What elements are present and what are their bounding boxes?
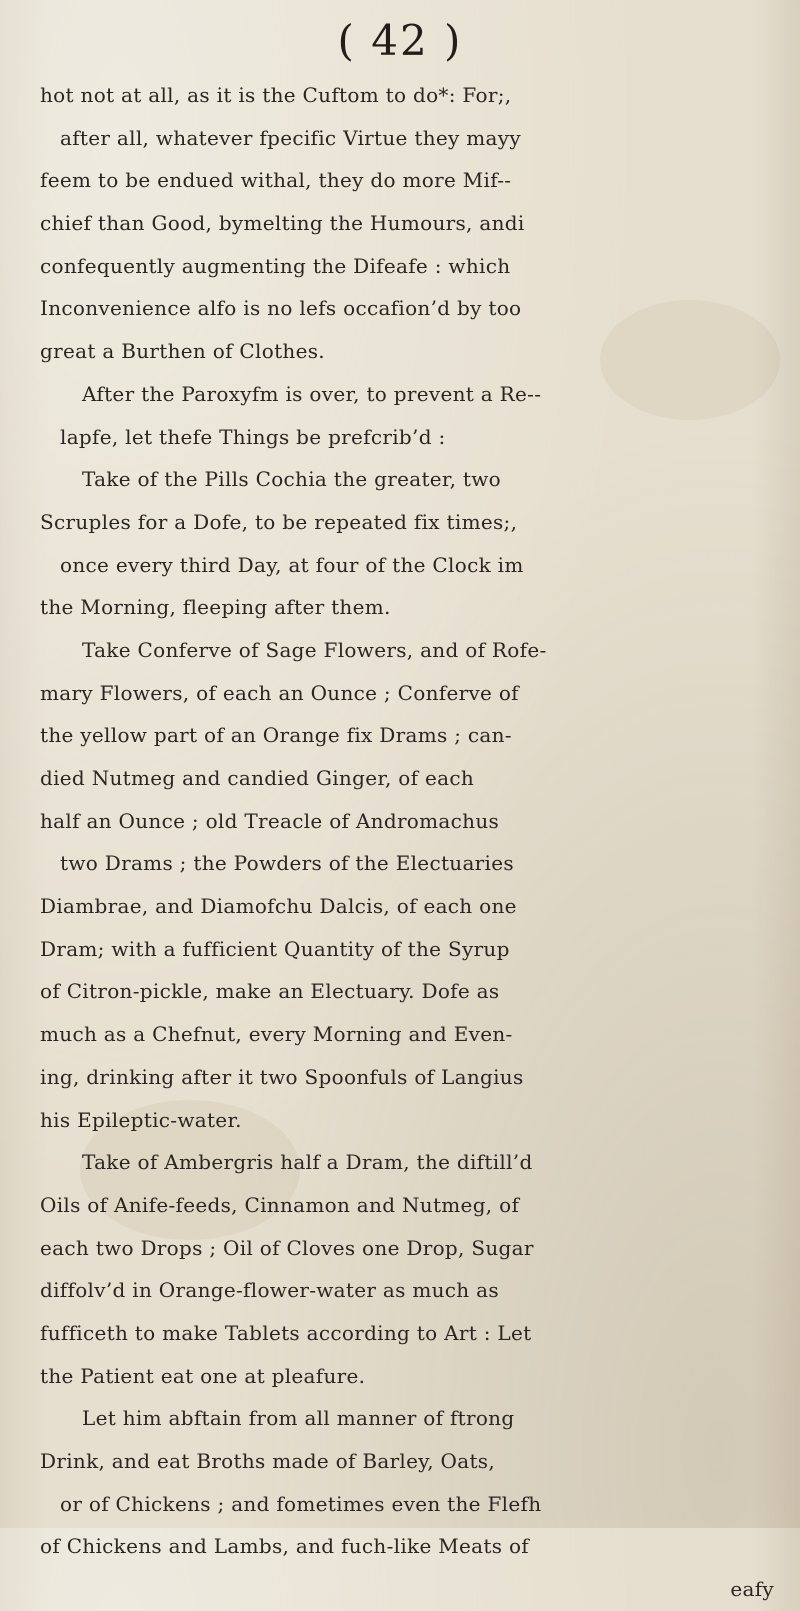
text-line: died Nutmeg and candied Ginger, of each <box>40 766 475 790</box>
text-line: Drink, and eat Broths made of Barley, Oats, <box>40 1449 495 1473</box>
text-line: diffolv’d in Orange-flower-water as much as <box>40 1278 499 1303</box>
text-line: Let him abftain from all manner of ftrong <box>82 1406 515 1431</box>
text-line: much as a Chefnut, every Morning and Even- <box>40 1022 513 1047</box>
text-line: Take Conferve of Sage Flowers, and of Rofe- <box>82 637 547 662</box>
text-line: two Drams ; the Powders of the Electuaries <box>60 851 514 876</box>
text-line: confequently augmenting the Difeafe : which <box>40 253 511 278</box>
text-line: hot not at all, as it is the Cuftom to do*: For;, <box>40 83 512 107</box>
text-line: or of Chickens ; and fometimes even the Flefh <box>60 1491 542 1516</box>
page-number: ( 42 ) <box>337 16 463 65</box>
text-line: mary Flowers, of each an Ounce ; Conferve of <box>40 680 519 705</box>
text-line: Take of the Pills Cochia the greater, two <box>82 467 501 492</box>
text-line: Take of Ambergris half a Dram, the diftill’d <box>82 1150 533 1175</box>
text-line: Scruples for a Dofe, to be repeated fix times;, <box>40 509 518 534</box>
text-line: of Citron-pickle, make an Electuary. Dofe as <box>40 979 500 1004</box>
text-line: Dram; with a fufficient Quantity of the Syrup <box>40 936 510 961</box>
text-line: the Morning, fleeping after them. <box>40 595 391 620</box>
text-line: once every third Day, at four of the Clock im <box>60 552 524 577</box>
text-line: Inconvenience alfo is no lefs occafion’d by too <box>40 296 522 321</box>
text-line: of Chickens and Lambs, and fuch-like Meats of <box>40 1534 529 1559</box>
text-line: chief than Good, bymelting the Humours, andi <box>40 211 525 236</box>
text-line: Oils of Anife-feeds, Cinnamon and Nutmeg, of <box>40 1192 520 1217</box>
text-line: great a Burthen of Clothes. <box>40 339 325 364</box>
text-line: feem to be endued withal, they do more Mif-- <box>40 168 512 193</box>
text-line: After the Paroxyfm is over, to prevent a Re-- <box>82 381 542 406</box>
text-line: lapfe, let thefe Things be prefcrib’d : <box>60 424 446 449</box>
text-line: the yellow part of an Orange fix Drams ; can- <box>40 723 512 748</box>
text-line: Diambrae, and Diamofchu Dalcis, of each one <box>40 894 517 919</box>
catchword: eafy <box>730 1577 774 1602</box>
text-line: half an Ounce ; old Treacle of Andromachus <box>40 808 500 833</box>
text-line: each two Drops ; Oil of Cloves one Drop, Sugar <box>40 1235 534 1260</box>
text-line: the Patient eat one at pleafure. <box>40 1363 366 1388</box>
text-line: after all, whatever fpecific Virtue they mayy <box>60 125 521 150</box>
text-line: ing, drinking after it two Spoonfuls of Langius <box>40 1064 524 1089</box>
text-line: his Epileptic-water. <box>40 1107 242 1132</box>
body-text <box>40 74 800 1611</box>
text-line: fufficeth to make Tablets according to Art : Let <box>40 1320 532 1345</box>
